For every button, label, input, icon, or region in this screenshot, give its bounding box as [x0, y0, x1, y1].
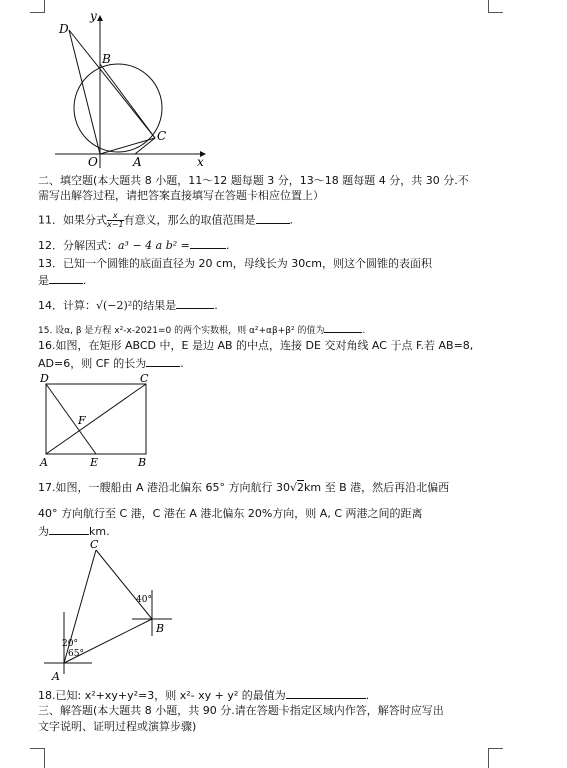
- answer-blank[interactable]: [190, 238, 226, 249]
- segment-CB: [96, 550, 152, 619]
- label-E: E: [90, 456, 99, 469]
- sqrt-sign: √: [290, 481, 298, 494]
- figure-circle-coordinate: [55, 2, 215, 170]
- label-angle-20: 20°: [62, 639, 78, 649]
- label-B: B: [102, 52, 111, 66]
- corner-mark-bottom-left-h: [30, 748, 45, 749]
- section3-line1: 三、解答题(本大题共 8 小题，共 90 分.请在答题卡指定区域内作答，解答时应写出: [38, 704, 444, 717]
- label-C: C: [90, 538, 99, 551]
- section2-line1: 二、填空题(本大题共 8 小题，11～12 题每题 3 分，13～18 题每题 4 分，共 30 分.不: [38, 174, 469, 187]
- label-y: y: [90, 9, 97, 23]
- corner-mark-bottom-left: [44, 748, 45, 768]
- label-angle-65: 65°: [68, 649, 84, 659]
- question-16-line1: 16.如图，在矩形 ABCD 中，E 是边 AB 的中点，连接 DE 交对角线 AC 于点 F.若 AB=8,: [38, 339, 474, 352]
- section2-line2: 需写出解答过程，请把答案直接填写在答题卡相应位置上）: [38, 189, 324, 202]
- corner-mark-top-left-h: [30, 12, 45, 13]
- label-D: D: [59, 22, 69, 36]
- question-17-line3: 为 km.: [38, 525, 110, 538]
- question-11: 11．如果分式 $\frac{x}{x-1}$ 有意义，那么的取值范围是 .: [38, 211, 294, 229]
- question-17-line1: 17.如图，一艘船由 A 港沿北偏东 65° 方向航行 30√2km 至 B 港，然后再沿北偏西: [38, 481, 450, 494]
- figure-rectangle: [36, 370, 166, 470]
- answer-blank[interactable]: [324, 324, 362, 333]
- label-O: O: [88, 155, 98, 169]
- question-13-line1: 13．已知一个圆锥的底面直径为 20 cm，母线长为 30cm，则这个圆锥的表面积: [38, 257, 433, 270]
- label-B: B: [138, 456, 147, 469]
- segment-DO: [69, 30, 100, 154]
- question-16-line2: AD=6，则 CF 的长为 .: [38, 357, 184, 370]
- label-F: F: [78, 414, 86, 427]
- label-C: C: [157, 129, 167, 143]
- question-15: 15. 设α, β 是方程 x²-x-2021=0 的两个实数根，则 α²+αβ+β² 的值为 .: [38, 326, 366, 336]
- label-x: x: [197, 155, 204, 169]
- segment-OC: [100, 138, 155, 154]
- question-17-line2: 40° 方向航行至 C 港，C 港在 A 港北偏东 20%方向，则 A, C 两港之间的距离: [38, 507, 423, 520]
- question-13-line2: 是 .: [38, 274, 87, 287]
- question-12: 12．分解因式：a³ − 4 a b² = .: [38, 239, 230, 252]
- question-14: 14．计算：√(−2)²的结果是 .: [38, 299, 218, 312]
- label-A: A: [52, 670, 60, 683]
- corner-mark-bottom-right-h: [488, 748, 503, 749]
- segment-DC: [69, 30, 155, 138]
- label-A: A: [133, 155, 142, 169]
- section3-line2: 文字说明、证明过程或演算步骤): [38, 720, 197, 733]
- answer-blank[interactable]: [49, 524, 89, 535]
- corner-mark-top-right-h: [488, 12, 503, 13]
- label-angle-40: 40°: [136, 595, 152, 605]
- corner-mark-bottom-right: [488, 748, 489, 768]
- answer-blank[interactable]: [146, 356, 180, 367]
- question-18: 18.已知: x²+xy+y²=3，则 x²- xy + y² 的最值为 .: [38, 689, 370, 702]
- segment-DE: [46, 384, 96, 454]
- answer-blank[interactable]: [256, 213, 290, 224]
- answer-blank[interactable]: [286, 688, 366, 699]
- answer-blank[interactable]: [49, 273, 83, 284]
- answer-blank[interactable]: [176, 298, 214, 309]
- figure-navigation: [40, 536, 180, 684]
- circle: [74, 64, 162, 152]
- corner-mark-top-left: [44, 0, 45, 12]
- label-C: C: [140, 372, 149, 385]
- label-B: B: [156, 622, 165, 635]
- diagonal-AC: [46, 384, 146, 454]
- label-A: A: [40, 456, 48, 469]
- fraction: $\frac{x}{x-1}$: [107, 211, 124, 229]
- label-D: D: [40, 372, 49, 385]
- corner-mark-top-right: [488, 0, 489, 12]
